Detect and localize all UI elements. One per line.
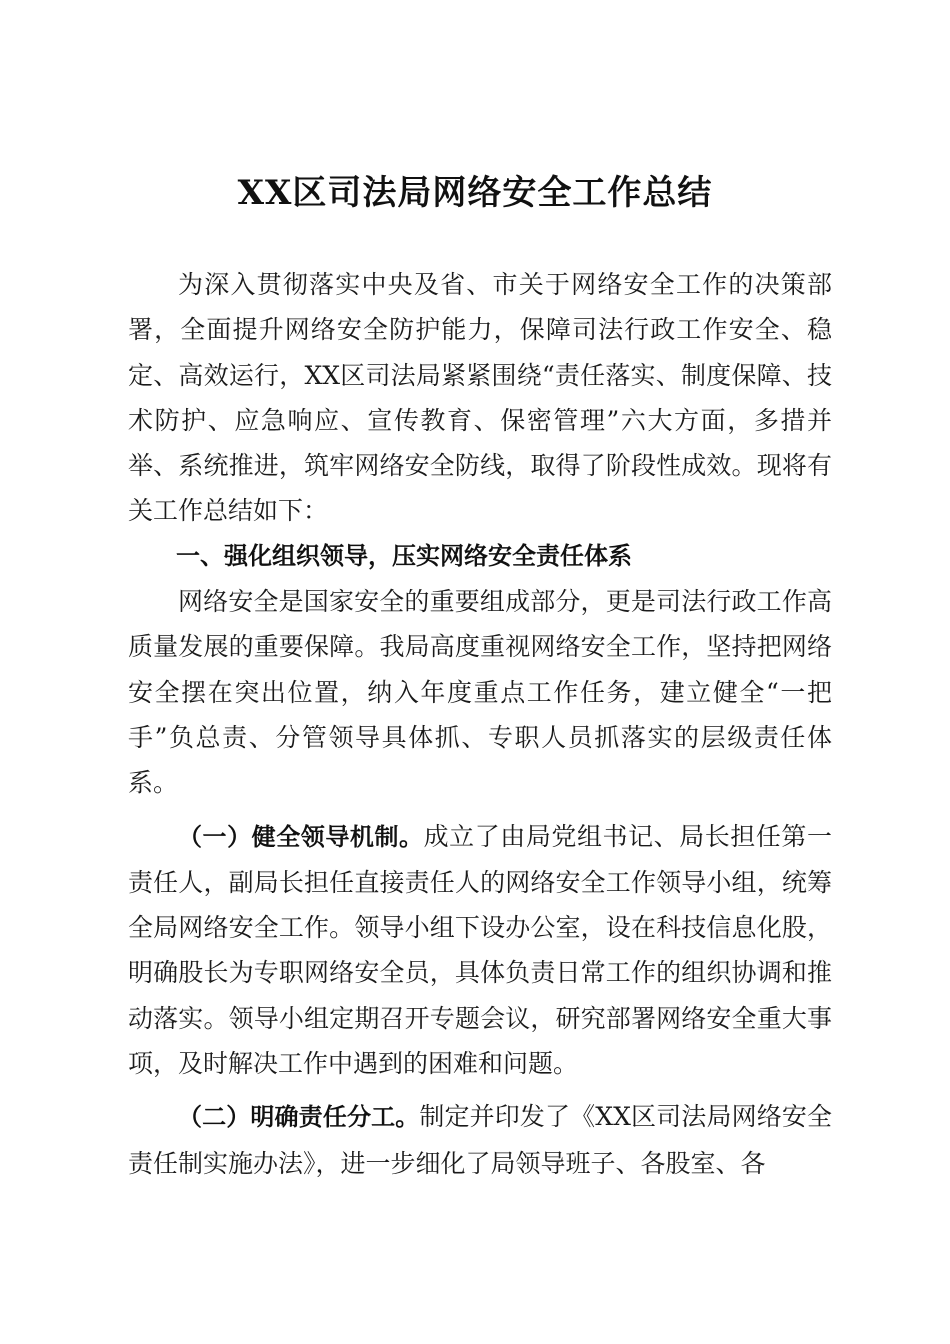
section-paragraph: 网络安全是国家安全的重要组成部分，更是司法行政工作高质量发展的重要保障。我局高度重视网络安全工作，坚持把网络安全摆在突出位置，纳入年度重点工作任务，建立健全“一把手”负总责、分管领导具体抓、专职人员抓落实的层级责任体系。: [128, 587, 832, 798]
subsection-paragraph-2: [128, 1094, 832, 1186]
document-body: [128, 262, 832, 1186]
subsection-text-1: 成立了由局党组书记、局长担任第一责任人，副局长担任直接责任人的网络安全工作领导小组，统筹全局网络安全工作。领导小组下设办公室，设在科技信息化股，明确股长为专职网络安全员，具体负责日常工作的组织协调和推动落实。领导小组定期召开专题会议，研究部署网络安全重大事项，及时解决工作中遇到的困难和问题。: [128, 821, 832, 1079]
section-heading: 一、强化组织领导，压实网络安全责任体系: [176, 541, 632, 570]
document-title: XX区司法局网络安全工作总结: [237, 173, 713, 213]
subsection-lead-2: （二）明确责任分工。: [178, 1103, 420, 1132]
subsection-lead-1: （一）健全领导机制。: [178, 822, 424, 851]
subsection-text-2: 制定并印发了《XX区司法局网络安全责任制实施办法》，进一步细化了局领导班子、各股室、各: [128, 1102, 832, 1178]
intro-paragraph: 为深入贯彻落实中央及省、市关于网络安全工作的决策部署，全面提升网络安全防护能力，保障司法行政工作安全、稳定、高效运行，XX区司法局紧紧围绕“责任落实、制度保障、技术防护、应急响应、宣传教育、保密管理”六大方面，多措并举、系统推进，筑牢网络安全防线，取得了阶段性成效。现将有关工作总结如下：: [128, 270, 832, 526]
subsection-paragraph-1: [128, 814, 832, 1087]
